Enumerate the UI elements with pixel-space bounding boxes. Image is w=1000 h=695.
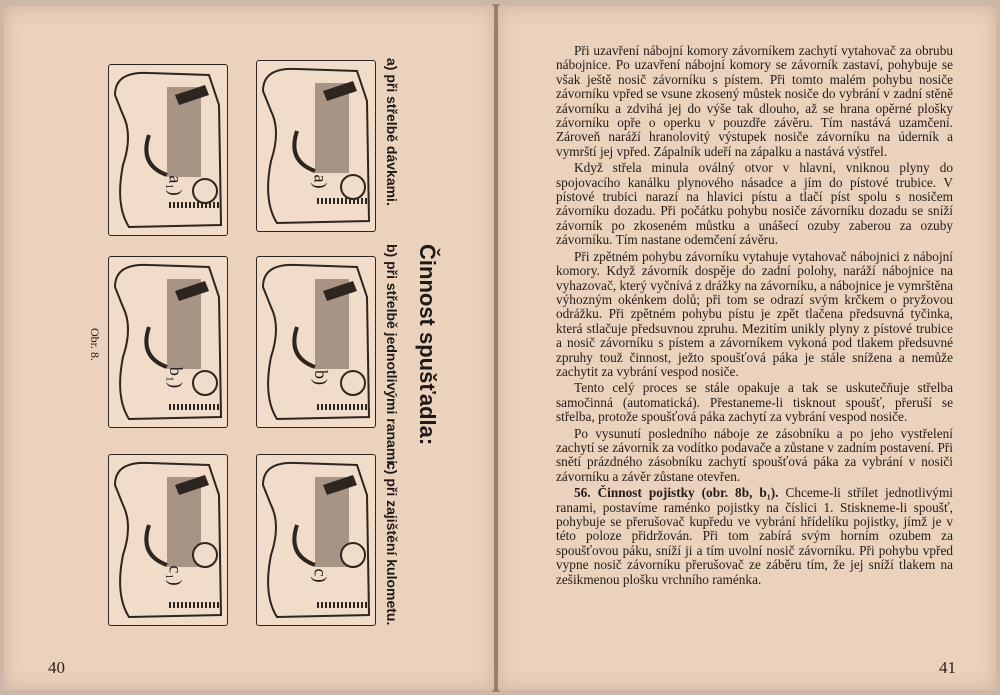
panel-label: b₁) — [166, 366, 187, 389]
section-56 — [556, 486, 953, 587]
caption-c: c) při zajištění kulometu. — [384, 462, 400, 626]
paragraph: Při uzavření nábojní komory závorníkem zachytí vytahovač za obrubu nábojnice. Po uzavření nábojní komory se závorník zastaví, pohybuje se však ještě nosič závorníku s pístem. Při tomto malém pohybu nosiče závorníku vpřed se vsune zkosený můstek nosiče do vybrání v zadní stěně závorníku a zdvihá jej do výše tak dlouho, až se hrana opěrné plošky závorníku opře o operku v pouzdře závěru. Tím nastává uzamčení. Zároveň naráží hranolovitý výstupek nosiče závorníku na úderník a vymrští jej vpřed. Zápalník udeří na zápalku a nastává výstřel. — [556, 43, 953, 159]
body-text — [556, 44, 953, 589]
section-heading: 56. Činnost pojistky (obr. 8b, b₁). — [574, 485, 779, 501]
caption-a: a) při střelbě dávkami. — [384, 58, 400, 206]
panel-label: b) — [311, 370, 331, 385]
panel-label: c₁) — [165, 565, 186, 586]
figure-panel-b1 — [108, 256, 228, 428]
right-page — [498, 6, 996, 690]
figure-panel-b — [256, 256, 376, 428]
caption-b: b) při střelbě jednotlivými ranami. — [384, 244, 400, 469]
panel-label: c) — [310, 568, 331, 583]
trigger-mechanism-drawing — [109, 455, 227, 625]
figure-panel-a1 — [108, 64, 228, 236]
page-number: 41 — [939, 658, 956, 677]
figure-panel-c1 — [108, 454, 228, 626]
section-text: Chceme-li střílet jednotlivými ranami, postavíme raménko pojistky na číslici 1. Stiskneme-li spoušť, pohybuje se přerušovač kupředu ve vybrání hřídelíku pojistky, jímž je v této poloze přidržován. Při tom zabírá svým horním ozubem za spoušťovou páku, sníží ji a tím uvolní nosič závorníku. Při pohybu vpřed vypne nosič závorníku přerušovač ze záběru tím, že jej sníží tlakem na zešikmenou plošku vrchního raménka. — [556, 485, 953, 587]
panel-label: a₁) — [165, 175, 186, 196]
trigger-mechanism-drawing — [109, 65, 227, 235]
paragraph: Po vysunutí posledního náboje ze zásobníku a po jeho vystřelení zachytí se závorník za vodítko podavače a zůstane v zadním postavení. Při snětí prázdného zásobníku zachytí spoušťová páka za vybrání v nosiči závorníku a závěr zůstane otevřen. — [556, 425, 953, 484]
trigger-mechanism-drawing — [109, 257, 227, 427]
figure-panel-c — [256, 454, 376, 626]
figure-panel-a — [256, 60, 376, 232]
left-page — [4, 6, 494, 690]
figure-number: Obr. 8. — [88, 328, 102, 361]
paragraph: Když střela minula oválný otvor v hlavni, vniknou plyny do spojovacího kanálku plynového násadce a jím do pístové trubice. V pístové trubici narazí na hlavici pístu a tlačí píst spolu s nosičem závorníku dozadu. Při počátku pohybu nosiče závorníku dozadu se sníží závorník po zkoseném můstku a unášecí ozuby zaberou za ozuby závorníku. Tím nastane odemčení závěru. — [556, 160, 953, 248]
trigger-mechanism-drawing — [257, 257, 375, 427]
figure-title: Činnost spušťadla: — [415, 244, 440, 446]
panel-label: a) — [310, 174, 331, 189]
trigger-mechanism-drawing — [257, 455, 375, 625]
trigger-mechanism-drawing — [257, 61, 375, 231]
page-number: 40 — [48, 658, 65, 677]
paragraph: Při zpětném pohybu závorníku vytahuje vytahovač nábojnici z nábojní komory. Když závorník dospěje do zadní polohy, naráží nábojnice na vyhazovač, který vyčnívá z drážky na závorníku, a nábojnice je vymrštěna výhozným okénkem dolů; při tom se odrazí svým krčkem o pryžovou odrážku. Při zpětném pohybu pístu je zpět tlačena předsuvná tyčinka, která stlačuje předsuvnou zpruhu. Mezitím unikly plyny z pístové trubice a nosič závorníku s pístem a závorníkem vykoná pod tlakem předsuvné zpruhy touž činnost, ježto spoušťová páka je stále snížena a nemůže zachytit za vybrání vespod nosiče. — [556, 248, 953, 379]
paragraph: Tento celý proces se stále opakuje a tak se uskutečňuje střelba samočinná (automatická). Přestaneme-li tisknout spoušť, přeruší se střelba, protože spoušťová páka zachytí za vybrání vespod nosiče. — [556, 380, 953, 425]
